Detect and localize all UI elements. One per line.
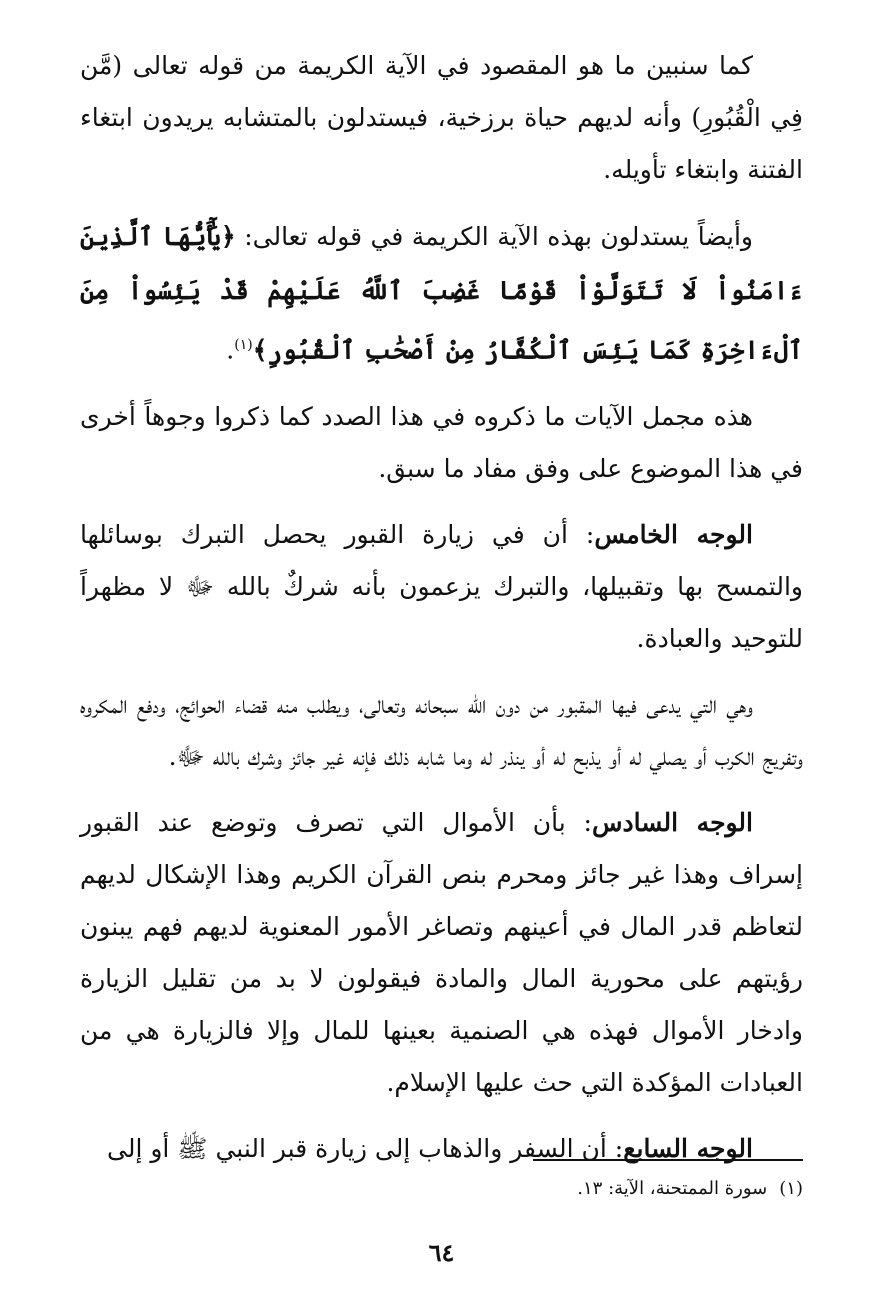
paragraph-text: : أن السفر والذهاب إلى زيارة قبر النبي ﷺ أو إلى [106,1134,624,1164]
footnote-text: سورة الممتحنة، الآية: ١٣. [577,1178,768,1199]
paragraph-2-quran [80,210,803,377]
verse-lead: وأيضاً يستدلون بهذه الآية الكريمة في قوله تعالى: [244,222,753,251]
paragraph-text: : أن في زيارة القبور يحصل التبرك بوسائلها والتمسح بها وتقبيلها، والتبرك يزعمون بأنه شركٌ بالله ﷻ لا مظهراً للتوحيد والعبادة. [80,520,803,654]
paragraph-5: وهي التي يدعى فيها المقبور من دون الله سبحانه وتعالى، ويطلب منه قضاء الحوائج، ودفع المكروه وتفريج الكرب أو يصلي له أو يذبح له أو ينذر له وما شابه ذلك فإنه غير جائز وشرك بالله ﷻ. [80,690,803,772]
paragraph-text: : بأن الأموال التي تصرف وتوضع عند القبور إسراف وهذا غير جائز ومحرم بنص القرآن الكريم وهذا الإشكال لديهم لتعاظم قدر المال في أعينهم وتصاغر الأمور المعنوية لديهم فهم يبنون رؤيتهم على محورية المال والمادة فيقولون لا بد من تقليل الزيارة وادخار الأموال فهذه هي الصنمية بعينها للمال وإلا فالزيارة هي من العبادات المؤكدة التي حث عليها الإسلام. [80,808,803,1098]
paragraph-7-seventh-aspect [80,1123,803,1175]
verse-tail: . [226,335,235,365]
section-heading: الوجه السادس [591,808,753,838]
section-heading: الوجه الخامس [594,520,753,550]
footnote-ref[interactable]: (١) [234,337,253,353]
paragraph-3: هذه مجمل الآيات ما ذكروه في هذا الصدد كما ذكروا وجوهاً أخرى في هذا الموضوع على وفق مفاد ما سبق. [80,402,803,484]
footnote-mark: (١) [779,1178,803,1199]
paragraph-4-fifth-aspect [80,509,803,665]
footnote [80,1174,803,1204]
footnote-divider [533,1159,803,1161]
page-number: ٦٤ [428,1238,455,1267]
page-body [80,40,803,1189]
section-heading: الوجه السابع [623,1134,753,1164]
paragraph-6-sixth-aspect [80,797,803,1109]
paragraph-1: كما سنبين ما هو المقصود في الآية الكريمة من قوله تعالى (مَّن فِي الْقُبُورِ) وأنه لديهم حياة برزخية، فيستدلون بالمتشابه يريدون ابتغاء الفتنة وابتغاء تأويله. [80,51,803,184]
quran-verse: ﴿يَٰٓأَيُّهَا ٱلَّذِينَ ءَامَنُواْ لَا تَتَوَلَّوْاْ قَوْمًا غَضِبَ ٱللَّهُ عَلَيْهِمْ قَدْ يَئِسُواْ مِنَ ٱلْءَاخِرَةِ كَمَا يَئِسَ ٱلْكُفَّارُ مِنْ أَصْحَٰبِ ٱلْقُبُورِ﴾ [80,222,803,365]
